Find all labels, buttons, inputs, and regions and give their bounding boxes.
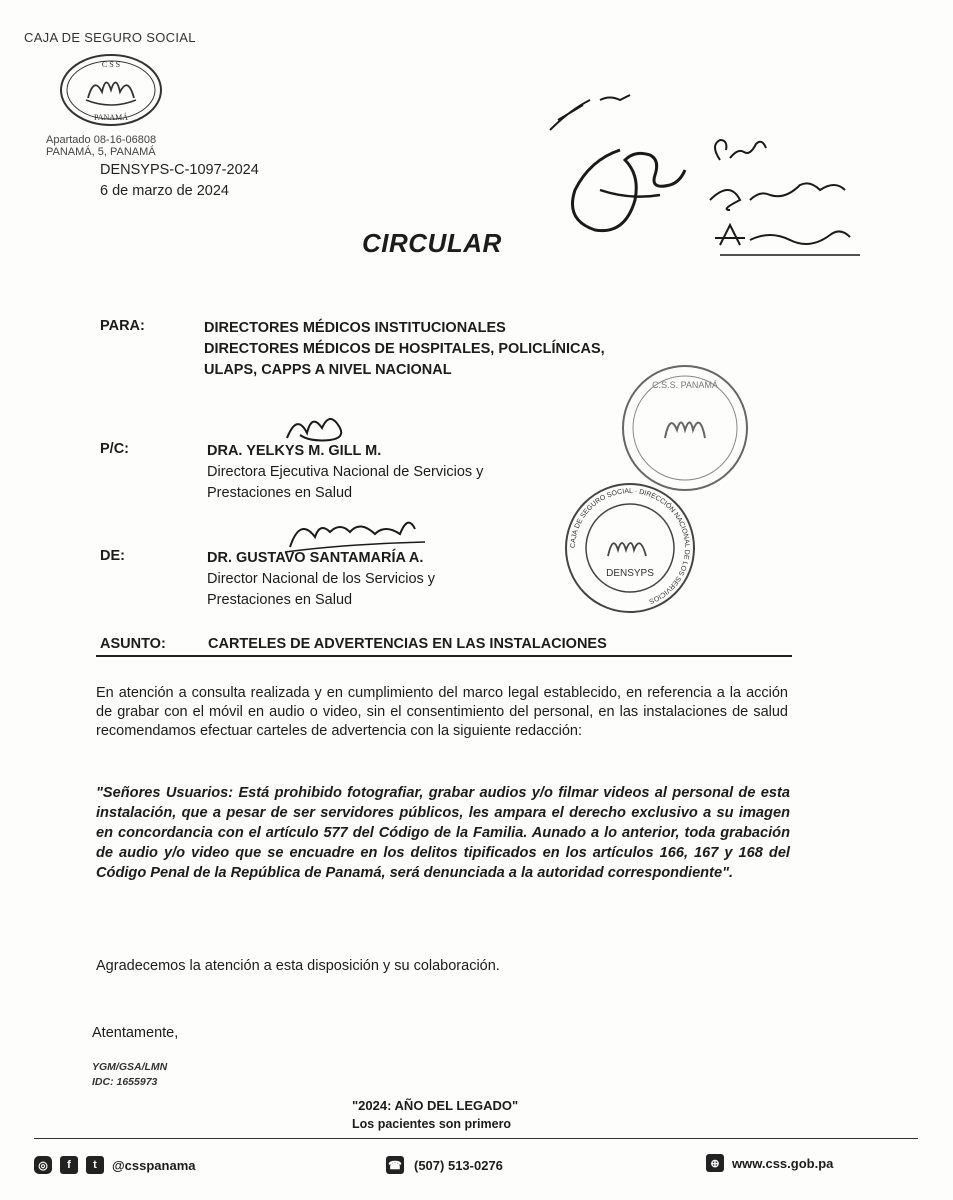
densyps-stamp — [560, 478, 700, 618]
para-line-3: ULAPS, CAPPS A NIVEL NACIONAL — [204, 362, 452, 378]
para-recipients — [204, 318, 605, 381]
handwritten-notes — [700, 120, 880, 270]
footer-motto: "2024: AÑO DEL LEGADO" — [352, 1098, 519, 1113]
asunto-label: ASUNTO: — [100, 636, 166, 652]
para-label: PARA: — [100, 318, 145, 334]
reference-number: DENSYPS-C-1097-2024 — [100, 162, 259, 178]
body-intro: En atención a consulta realizada y en cumplimiento del marco legal establecido, en referencia a la acción de grabar con el móvil en audio o video, sin el consentimiento del personal, en las instalaciones de salud recomendamos efectuar carteles de advertencia con la siguiente redacción: — [96, 685, 788, 739]
de-role-line-2: Prestaciones en Salud — [207, 592, 353, 608]
body-quote: "Señores Usuarios: Está prohibido fotografiar, grabar audios y/o filmar videos al personal de esta instalación, que a pesar de ser servidores públicos, les ampara el derecho exclusivo a su imagen en concordancia con el artículo 577 del Código de la Familia. Aunado a lo anterior, toda grabación de audio y/o video que se encuadre en los delitos tipificados en los artículos 166, 167 y 168 del Código Penal de la República de Panamá, será denunciada a la autoridad correspondiente". — [96, 785, 790, 881]
signature-de — [280, 512, 430, 557]
address-line-2: PANAMÁ, 5, PANAMÁ — [46, 146, 156, 158]
pc-label: P/C: — [100, 441, 129, 457]
website: www.css.gob.pa — [732, 1155, 834, 1171]
address-line-1: Apartado 08-16-06808 — [46, 134, 157, 146]
para-line-1: DIRECTORES MÉDICOS INSTITUCIONALES — [204, 320, 506, 336]
de-label: DE: — [100, 548, 125, 564]
asunto-text: CARTELES DE ADVERTENCIAS EN LAS INSTALACIONES — [208, 636, 607, 652]
reference-block — [100, 160, 259, 202]
footer-social — [34, 1156, 196, 1174]
css-logo — [56, 50, 166, 130]
stamp2-center: DENSYPS — [606, 568, 654, 579]
document-date: 6 de marzo de 2024 — [100, 183, 229, 199]
pc-role-line-2: Prestaciones en Salud — [207, 485, 353, 501]
signature-pc — [282, 408, 352, 448]
svg-text:C S S: C S S — [101, 60, 121, 69]
org-name: CAJA DE SEGURO SOCIAL — [24, 30, 196, 45]
de-role-line-1: Director Nacional de los Servicios y — [207, 571, 436, 587]
footer-divider — [34, 1138, 918, 1139]
de-name: DR. GUSTAVO SANTAMARÍA A. — [207, 550, 424, 566]
pc-role-line-1: Directora Ejecutiva Nacional de Servicios y — [207, 464, 484, 480]
initials-block — [92, 1060, 167, 1090]
pc-name: DRA. YELKYS M. GILL M. — [207, 443, 382, 459]
facebook-icon: f — [60, 1156, 78, 1174]
instagram-icon: ◎ — [34, 1156, 52, 1174]
stamp2-ring: CAJA DE SEGURO SOCIAL · DIRECCIÓN NACIONAL DE LOS SERVICIOS — [569, 487, 691, 605]
footer-tagline: Los pacientes son primero — [352, 1117, 512, 1131]
social-handle: @csspanama — [112, 1157, 196, 1173]
asunto-divider — [96, 655, 792, 657]
svg-text:CAJA DE SEGURO SOCIAL · DIRECC — [570, 488, 690, 605]
stamp1-text: C.S.S. PANAMÁ — [652, 380, 718, 390]
pc-block — [207, 441, 483, 504]
document-title: CIRCULAR — [362, 228, 502, 258]
closing: Atentamente, — [92, 1025, 179, 1041]
svg-text:PANAMÁ: PANAMÁ — [94, 113, 128, 122]
phone-icon: ☎ — [386, 1156, 404, 1174]
para-line-2: DIRECTORES MÉDICOS DE HOSPITALES, POLICLÍNICAS, — [204, 341, 605, 357]
phone-number: (507) 513-0276 — [414, 1157, 503, 1173]
address — [46, 134, 156, 158]
idc-number: IDC: 1655973 — [92, 1076, 158, 1088]
web-icon: ⊕ — [706, 1154, 724, 1172]
handwritten-signature-main — [540, 80, 690, 260]
de-block — [207, 548, 435, 611]
initials: YGM/GSA/LMN — [92, 1061, 168, 1073]
footer-phone — [386, 1156, 503, 1174]
footer-web — [706, 1154, 833, 1172]
body-thanks: Agradecemos la atención a esta disposición y su colaboración. — [96, 958, 500, 974]
twitter-icon: t — [86, 1156, 104, 1174]
css-stamp-round — [590, 358, 760, 498]
